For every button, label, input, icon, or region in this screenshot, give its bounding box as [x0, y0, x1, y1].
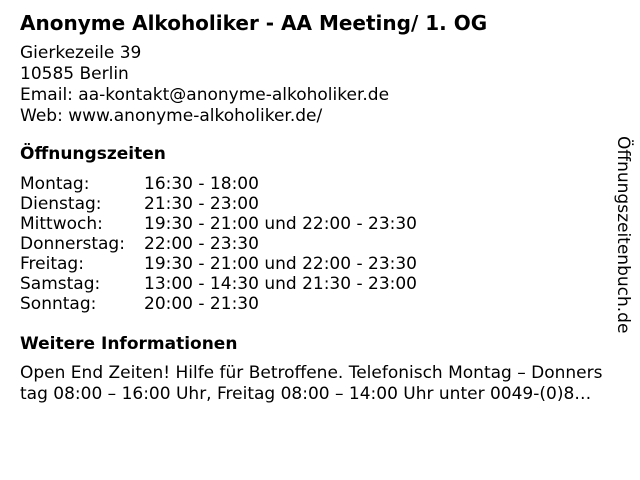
opening-hours-heading: Öffnungszeiten	[20, 144, 166, 164]
time-value: 20:00 - 21:30	[144, 294, 259, 314]
day-label: Sonntag:	[20, 294, 97, 314]
hours-row	[20, 294, 417, 314]
opening-hours-list	[20, 174, 417, 314]
hours-row	[20, 234, 417, 254]
more-info-text	[20, 363, 628, 405]
hours-row	[20, 274, 417, 294]
time-value: 13:00 - 14:30 und 21:30 - 23:00	[144, 274, 417, 294]
watermark	[612, 136, 634, 336]
page-title: Anonyme Alkoholiker - AA Meeting/ 1. OG	[20, 11, 488, 35]
day-label: Dienstag:	[20, 194, 102, 214]
watermark-text: Öffnungszeitenbuch.de	[613, 136, 633, 334]
street: Gierkezeile 39	[20, 43, 142, 63]
email[interactable]: Email: aa-kontakt@anonyme-alkoholiker.de	[20, 85, 390, 105]
info-line: Open End Zeiten! Hilfe für Betroffene. Telefonisch Montag – Donners	[20, 363, 603, 383]
hours-row	[20, 194, 417, 214]
time-value: 21:30 - 23:00	[144, 194, 259, 214]
day-label: Mittwoch:	[20, 214, 103, 234]
more-info-heading: Weitere Informationen	[20, 334, 238, 354]
day-label: Montag:	[20, 174, 90, 194]
hours-row	[20, 214, 417, 234]
time-value: 16:30 - 18:00	[144, 174, 259, 194]
hours-row	[20, 174, 417, 194]
day-label: Samstag:	[20, 274, 101, 294]
day-label: Donnerstag:	[20, 234, 125, 254]
info-line: tag 08:00 – 16:00 Uhr, Freitag 08:00 – 14:00 Uhr unter 0049-(0)8…	[20, 384, 592, 404]
time-value: 19:30 - 21:00 und 22:00 - 23:30	[144, 254, 417, 274]
hours-row	[20, 254, 417, 274]
address-block	[20, 43, 389, 127]
time-value: 22:00 - 23:30	[144, 234, 259, 254]
day-label: Freitag:	[20, 254, 84, 274]
website[interactable]: Web: www.anonyme-alkoholiker.de/	[20, 106, 323, 126]
time-value: 19:30 - 21:00 und 22:00 - 23:30	[144, 214, 417, 234]
city: 10585 Berlin	[20, 64, 129, 84]
